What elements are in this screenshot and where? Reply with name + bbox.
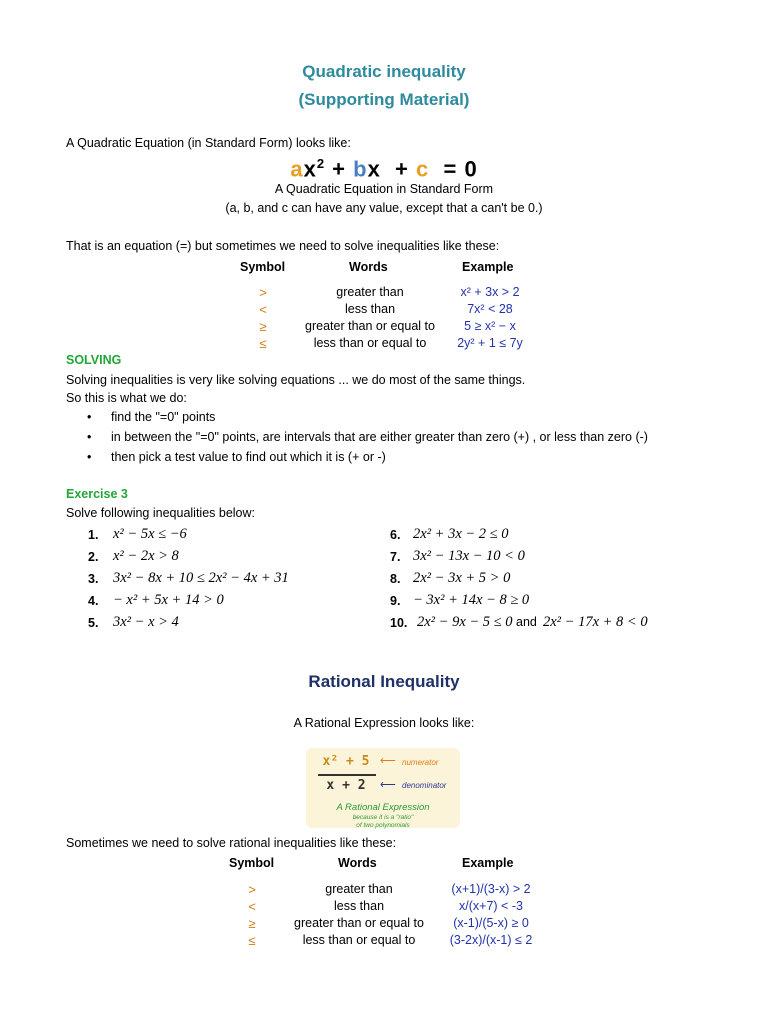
bullet-icon: • (87, 450, 92, 464)
table-lead-text: Sometimes we need to solve rational inequalities like these: (66, 836, 397, 850)
solving-text: Solving inequalities is very like solving equations ... we do most of the same things. (66, 373, 526, 387)
table-row-symbol: ≤ (259, 336, 267, 351)
table-row-symbol: > (259, 285, 267, 300)
table-row-example: (3-2x)/(x-1) ≤ 2 (449, 933, 533, 947)
coef-a: a (290, 156, 304, 182)
table-header-example: Example (462, 856, 514, 870)
list-item-text: then pick a test value to find out which it is (+ or -) (111, 450, 386, 464)
exercise-number: 6. (390, 528, 401, 542)
plus-sign: + (380, 156, 417, 182)
exercise-expression: 2x² + 3x − 2 ≤ 0 (413, 526, 509, 542)
diagram-caption: A Rational Expression (336, 802, 430, 813)
exercise-expression: − x² + 5x + 14 > 0 (113, 592, 224, 608)
exercise-expression: 2x² − 9x − 5 ≤ 0 (417, 614, 513, 630)
table-row-words: greater than (325, 882, 393, 896)
exercise-number: 4. (88, 594, 99, 608)
exercise-expression: − 3x² + 14x − 8 ≥ 0 (413, 592, 530, 608)
exercise-number: 2. (88, 550, 99, 564)
exercise-number: 10. (390, 616, 408, 630)
table-header-example: Example (462, 260, 514, 274)
table-row-symbol: < (248, 899, 256, 914)
equation-note: (a, b, and c can have any value, except that a can't be 0.) (225, 201, 543, 215)
page-title: Quadratic inequality (302, 62, 466, 81)
table-row-words: less than or equal to (302, 933, 416, 947)
diagram-numerator: x² + 5 (322, 754, 370, 769)
exercise-expression: 2x² − 17x + 8 < 0 (543, 614, 648, 630)
fraction-bar (318, 774, 376, 776)
coef-b: b (353, 156, 368, 182)
exercise-number: 5. (88, 616, 99, 630)
section-title: Rational Inequality (308, 672, 460, 691)
table-row-symbol: ≤ (248, 933, 256, 948)
table-row-words: greater than or equal to (294, 916, 424, 930)
bullet-icon: • (87, 410, 92, 424)
table-row-symbol: > (248, 882, 256, 897)
table-row-symbol: ≥ (248, 916, 256, 931)
list-item-text: in between the "=0" points, are intervals that are either greater than zero (+) , or less than zero (-) (111, 430, 648, 444)
exercise-expression: 3x² − 8x + 10 ≤ 2x² − 4x + 31 (113, 570, 289, 586)
exercise-intro: Solve following inequalities below: (66, 506, 256, 520)
equation-caption: A Quadratic Equation in Standard Form (274, 182, 494, 196)
list-item-text: find the "=0" points (111, 410, 216, 424)
rational-intro: A Rational Expression looks like: (293, 716, 475, 730)
table-row-words: greater than (336, 285, 404, 299)
exercise-heading: Exercise 3 (66, 487, 128, 501)
table-row-example: 2y² + 1 ≤ 7y (457, 336, 523, 350)
page-subtitle: (Supporting Material) (298, 90, 470, 109)
exercise-number: 8. (390, 572, 401, 586)
exercise-expression: x² − 2x > 8 (113, 548, 179, 564)
table-header-symbol: Symbol (240, 260, 286, 274)
denominator-label: denominator (402, 781, 447, 790)
table-header-words: Words (338, 856, 377, 870)
coef-c: c (416, 156, 430, 182)
bullet-icon: • (87, 430, 92, 444)
diagram-note-line: of two polynomials (356, 822, 410, 829)
exercise-expression: 2x² − 3x + 5 > 0 (413, 570, 511, 586)
table-row-example: 7x² < 28 (467, 302, 513, 316)
standard-form-equation (0, 156, 768, 182)
equals-zero: = 0 (429, 156, 478, 182)
exercise-expression: 3x² − x > 4 (113, 614, 179, 630)
table-row-words: less than or equal to (313, 336, 427, 350)
table-row-words: less than (333, 899, 385, 913)
table-row-example: (x+1)/(3-x) > 2 (451, 882, 531, 896)
exercise-and-text: and (516, 615, 537, 629)
arrow-left-icon: ⟵ (380, 779, 396, 791)
table-row-example: 5 ≥ x² − x (464, 319, 516, 333)
rational-expression-diagram (306, 748, 460, 828)
diagram-denominator: x + 2 (326, 778, 366, 793)
table-row-symbol: ≥ (259, 319, 267, 334)
arrow-left-icon: ⟵ (380, 755, 396, 767)
var-x: x (303, 156, 317, 182)
exercise-expression: x² − 5x ≤ −6 (113, 526, 187, 542)
list-item (87, 430, 648, 444)
diagram-note (306, 814, 460, 830)
exercise-number: 9. (390, 594, 401, 608)
plus-sign: + (325, 156, 354, 182)
intro-text: A Quadratic Equation (in Standard Form) looks like: (66, 136, 351, 150)
solving-heading: SOLVING (66, 353, 122, 367)
exercise-expression: 3x² − 13x − 10 < 0 (413, 548, 525, 564)
table-row-example: x/(x+7) < -3 (459, 899, 523, 913)
list-item (87, 410, 216, 424)
table-row-example: (x-1)/(5-x) ≥ 0 (453, 916, 529, 930)
var-x: x (367, 156, 381, 182)
table-header-symbol: Symbol (229, 856, 275, 870)
numerator-label: numerator (402, 758, 439, 767)
exponent: 2 (316, 156, 326, 171)
table-row-symbol: < (259, 302, 267, 317)
table-row-words: greater than or equal to (305, 319, 435, 333)
exercise-number: 1. (88, 528, 99, 542)
diagram-note-line: because it is a "ratio" (352, 814, 414, 821)
exercise-number: 7. (390, 550, 401, 564)
list-item (87, 450, 386, 464)
table-row-example: x² + 3x > 2 (460, 285, 520, 299)
solving-text: So this is what we do: (66, 391, 187, 405)
table-header-words: Words (349, 260, 388, 274)
table-row-words: less than (344, 302, 396, 316)
exercise-number: 3. (88, 572, 99, 586)
table-lead-text: That is an equation (=) but sometimes we need to solve inequalities like these: (66, 239, 500, 253)
